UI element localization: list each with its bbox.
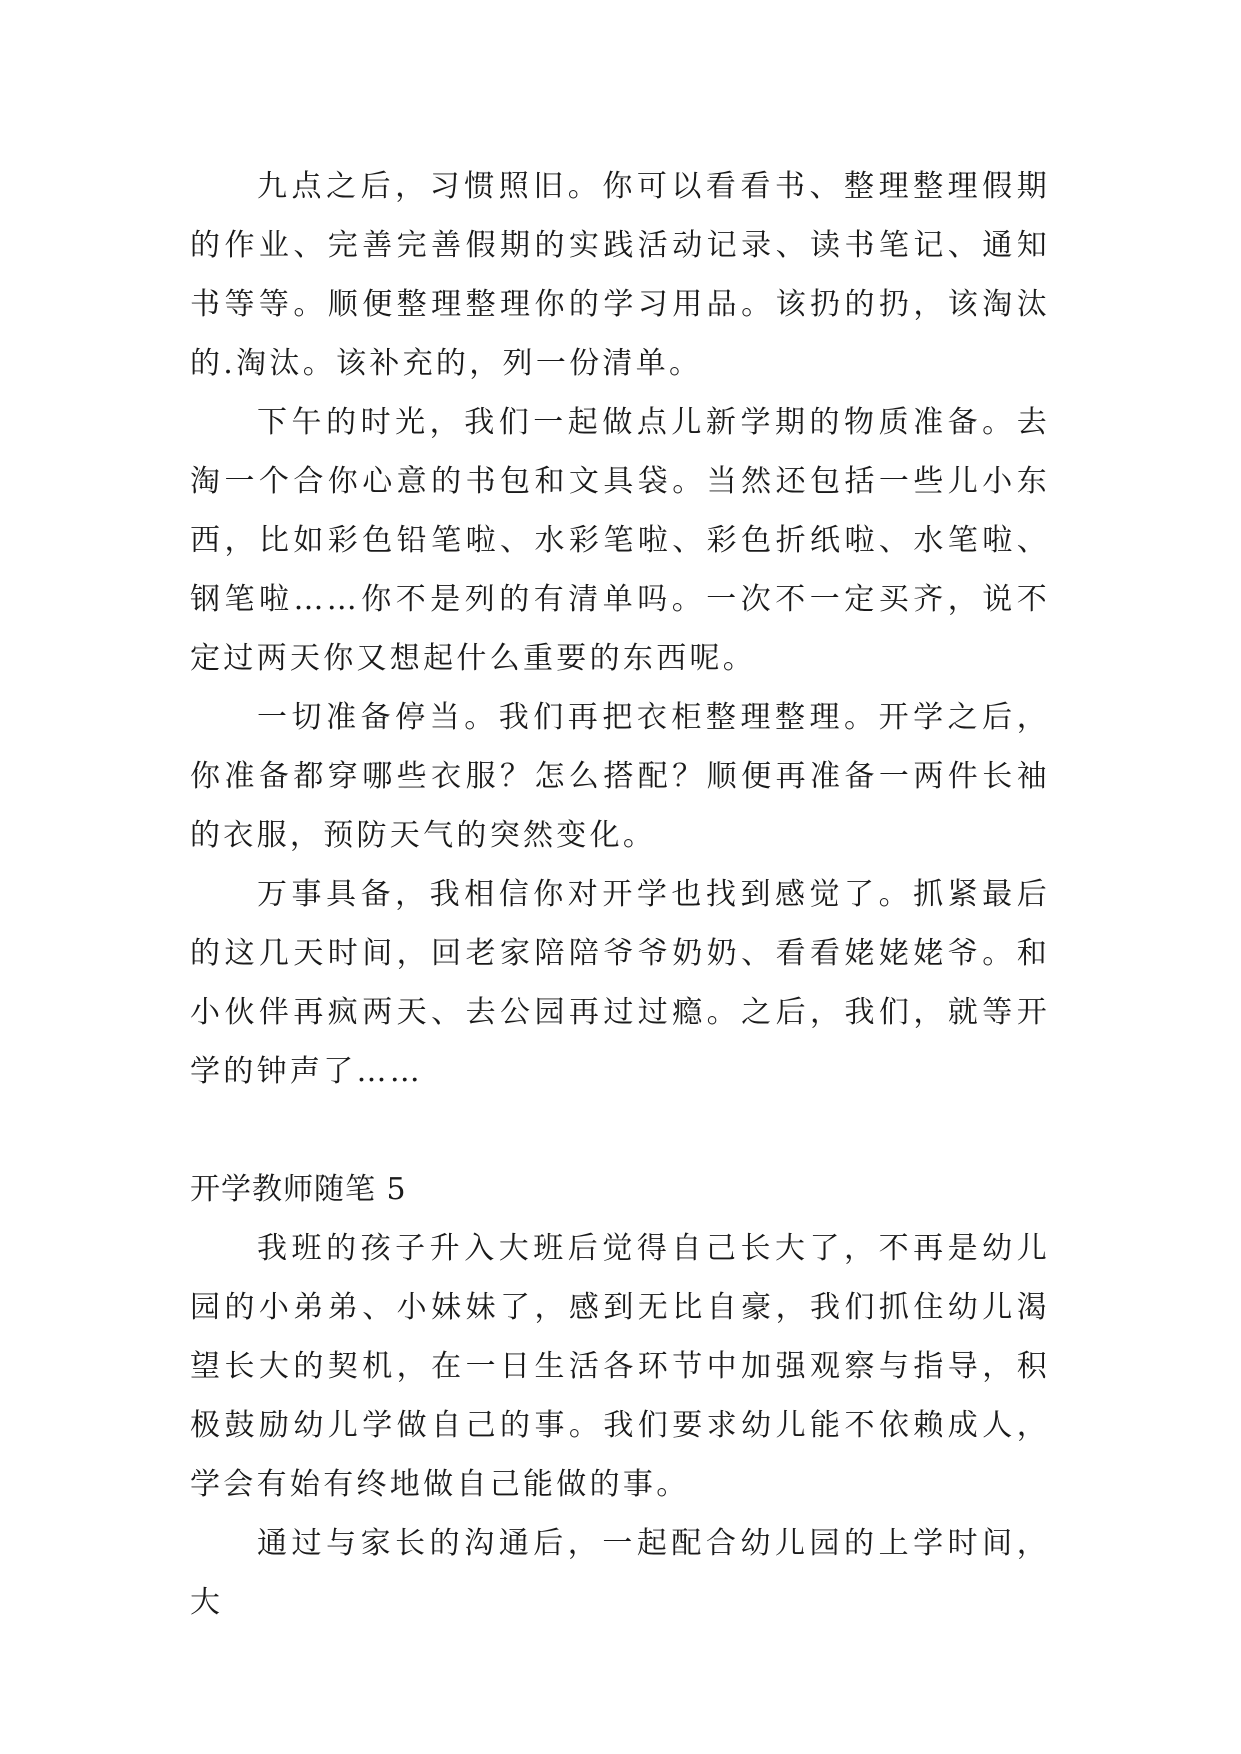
- paragraph: 万事具备，我相信你对开学也找到感觉了。抓紧最后的这几天时间，回老家陪陪爷爷奶奶、看看姥姥姥爷。和小伙伴再疯两天、去公园再过过瘾。之后，我们，就等开学的钟声了……: [190, 877, 1050, 1089]
- section-title: 开学教师随笔 5: [190, 1172, 407, 1207]
- paragraph: 下午的时光，我们一起做点儿新学期的物质准备。去淘一个合你心意的书包和文具袋。当然还包括一些儿小东西，比如彩色铅笔啦、水彩笔啦、彩色折纸啦、水笔啦、钢笔啦……你不是列的有清单吗。一次不一定买齐，说不定过两天你又想起什么重要的东西呢。: [190, 405, 1050, 676]
- paragraph: 九点之后，习惯照旧。你可以看看书、整理整理假期的作业、完善完善假期的实践活动记录、读书笔记、通知书等等。顺便整理整理你的学习用品。该扔的扔，该淘汰的.淘汰。该补充的，列一份清单。: [190, 169, 1050, 381]
- document-body: [190, 157, 1050, 1632]
- paragraph: 我班的孩子升入大班后觉得自己长大了，不再是幼儿园的小弟弟、小妹妹了，感到无比自豪，我们抓住幼儿渴望长大的契机，在一日生活各环节中加强观察与指导，积极鼓励幼儿学做自己的事。我们要求幼儿能不依赖成人，学会有始有终地做自己能做的事。: [190, 1231, 1050, 1502]
- paragraph: 一切准备停当。我们再把衣柜整理整理。开学之后，你准备都穿哪些衣服？怎么搭配？顺便再准备一两件长袖的衣服，预防天气的突然变化。: [190, 700, 1050, 853]
- paragraph: 通过与家长的沟通后，一起配合幼儿园的上学时间，大: [190, 1526, 1050, 1620]
